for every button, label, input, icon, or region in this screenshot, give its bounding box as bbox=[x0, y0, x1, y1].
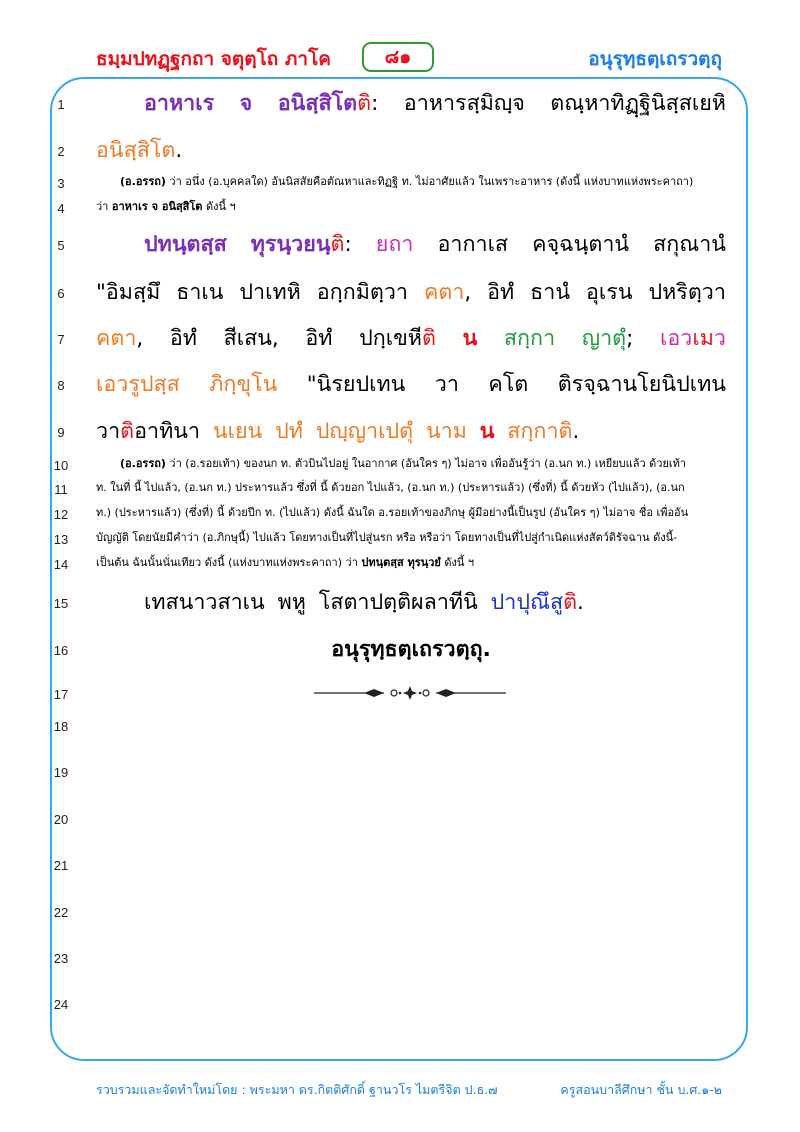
text: ว่า (อ.รอยเท้า) ของนก ท. ตัวบินไปอยู่ ในอากาศ (อันใคร ๆ) ไม่อาจ เพื่ออันรู้ว่า (อ.นก ท.) เหยียบแล้ว ด้วยเท้า bbox=[165, 457, 687, 470]
footer-course: ครูสอนบาลีศึกษา ชั้น บ.ศ.๑-๒ bbox=[560, 1082, 722, 1097]
word: วาติอาทินา bbox=[96, 419, 201, 444]
word: อาหารสฺมิญฺจ bbox=[403, 91, 525, 116]
line-number: 14 bbox=[53, 557, 69, 572]
line-number: 1 bbox=[57, 97, 65, 112]
word: นาม bbox=[425, 419, 467, 444]
word: "อิมสฺมึ bbox=[96, 280, 161, 305]
word: วา bbox=[434, 372, 459, 397]
line-number: 2 bbox=[57, 144, 65, 159]
word: ปทํ bbox=[275, 419, 303, 444]
line-number: 4 bbox=[57, 201, 65, 216]
pali-line-6 bbox=[96, 279, 726, 307]
word: เทสนาวสาเน bbox=[144, 590, 265, 615]
word: ปกฺเขหีติ bbox=[359, 326, 436, 351]
translation-line-14 bbox=[96, 552, 726, 574]
word: สีเสน, bbox=[223, 326, 279, 351]
ornament-divider-icon bbox=[314, 683, 506, 703]
word: "นิรยปเทน bbox=[306, 372, 406, 397]
keyword: อาหาเร จ อนิสฺสิโต bbox=[111, 200, 203, 213]
line-number: 5 bbox=[57, 238, 65, 253]
line-number: 9 bbox=[57, 425, 65, 440]
word: นเยน bbox=[212, 419, 263, 444]
header-title-left: ธมฺมปทฏฺฐกถา จตุตฺโถ ภาโค bbox=[96, 48, 332, 70]
text: เป็นต้น ฉันนั้นนั่นเทียว ดังนี้ (แห่งบาทแห่งพระคาถา) ว่า bbox=[96, 556, 362, 569]
line-number: 19 bbox=[53, 765, 69, 780]
line-number: 13 bbox=[53, 532, 69, 547]
label: (อ.อรรถ) bbox=[120, 175, 166, 188]
word: น bbox=[479, 419, 495, 444]
translation-line-3 bbox=[96, 171, 726, 193]
word: อาหาเร bbox=[144, 91, 215, 116]
line-number: 7 bbox=[57, 332, 65, 347]
punct: . bbox=[175, 138, 183, 163]
word: พหู bbox=[277, 590, 306, 615]
word: คจฺฉนฺตานํ bbox=[532, 232, 630, 257]
translation-line-4 bbox=[96, 196, 726, 218]
translation-line-12: ท.) (ประหารแล้ว) (ซึ่งที่) นี้ ด้วยปีก ท. (ไปแล้ว) ดังนี้ ฉันใด อ.รอยเท้าของภิกษุ ผู้มีอย่างนี้เป็นรูป (อันใคร ๆ) ไม่อาจ ชื่อ เพื่ออัน bbox=[96, 506, 689, 519]
word: โสตาปตฺติผลาทีนิ bbox=[318, 590, 478, 615]
line-number: 17 bbox=[53, 687, 69, 702]
line-number: 23 bbox=[53, 951, 69, 966]
line-number: 12 bbox=[53, 507, 69, 522]
word: ปาปุณึสูติ. bbox=[490, 590, 584, 615]
text: ดังนี้ ฯ bbox=[440, 556, 475, 569]
word: เอวรูปสฺส bbox=[96, 372, 180, 397]
translation-line-11: ท. ในที่ นี้ ไปแล้ว, (อ.นก ท.) ประหารแล้ว ซึ่งที่ นี้ ด้วยอก ไปแล้ว, (อ.นก ท.) (ประหารแล้ว) (ซึ่งที่) นี้ ด้วยหัว (ไปแล้ว), (อ.นก bbox=[96, 481, 685, 494]
translation-line-13: บัญญัติ โดยนัยมีคำว่า (อ.ภิกษุนี้) ไปแล้ว โดยทางเป็นที่ไปสู่นรก หรือ หรือว่า โดยทางเป็นที่ไปสู่กำเนิดแห่งสัตว์ดิรัจฉาน ดังนี้- bbox=[96, 531, 678, 544]
word: ปทนฺตสฺส bbox=[144, 232, 227, 257]
line-number: 24 bbox=[53, 997, 69, 1012]
text: ว่า bbox=[96, 200, 112, 213]
word: เอวเมว bbox=[660, 326, 726, 351]
word: อนิสฺสิโตติ: bbox=[277, 91, 379, 116]
word: ภิกฺขุโน bbox=[209, 372, 278, 397]
pali-line-9 bbox=[96, 418, 726, 446]
word: คโต bbox=[488, 372, 529, 397]
word: สกฺกาติ. bbox=[507, 419, 580, 444]
line-number: 11 bbox=[54, 482, 68, 497]
pali-line-7 bbox=[96, 325, 726, 353]
line-number: 6 bbox=[57, 286, 65, 301]
word: น bbox=[462, 326, 478, 351]
word: ตณฺหาทิฏฺฐินิสฺสเยหิ bbox=[550, 91, 726, 116]
word: ธาเน bbox=[176, 280, 224, 305]
line-number: 16 bbox=[53, 643, 69, 658]
word: สกุณานํ bbox=[653, 232, 726, 257]
label: (อ.อรรถ) bbox=[120, 457, 166, 470]
line-number: 3 bbox=[57, 176, 65, 191]
word: อิทํ bbox=[487, 280, 515, 305]
story-end-title: อนุรุทฺธตฺเถรวตฺถุ. bbox=[331, 637, 491, 662]
word: อากาเส bbox=[437, 232, 509, 257]
word: คตา, bbox=[423, 280, 472, 305]
page-number-badge: ๘๑ bbox=[362, 42, 434, 72]
word: อกฺกมิตฺวา bbox=[316, 280, 408, 305]
pali-line-8 bbox=[96, 371, 726, 399]
line-number: 18 bbox=[53, 719, 69, 734]
footer-compiler: รวบรวมและจัดทำใหม่โดย : พระมหา ดร.กิตติศักดิ์ ฐานวโร ไมตรีจิต ป.ธ.๗ bbox=[96, 1082, 498, 1097]
word: ยถา bbox=[375, 232, 414, 257]
text: ดังนี้ ฯ bbox=[202, 200, 236, 213]
pali-line-2 bbox=[96, 137, 726, 165]
pali-line-5 bbox=[96, 231, 726, 259]
line-number: 10 bbox=[53, 458, 69, 473]
line-number: 22 bbox=[53, 905, 69, 920]
word: ทุรนฺวยนฺติ: bbox=[250, 232, 352, 257]
translation-line-10 bbox=[96, 453, 726, 475]
word: ปญฺญาเปตุํ bbox=[315, 419, 414, 444]
word: คตา, bbox=[96, 326, 144, 351]
keyword: ปทนฺตสฺส ทุรนฺวยํ bbox=[361, 556, 441, 569]
pali-line-1 bbox=[96, 90, 726, 118]
word: จ bbox=[239, 91, 253, 116]
word: อิทํ bbox=[169, 326, 197, 351]
header-title-right: อนุรุทฺธตฺเถรวตฺถุ bbox=[588, 48, 722, 70]
word: อนิสฺสิโต bbox=[96, 138, 176, 163]
word: ติรจฺฉานโยนิปเทน bbox=[557, 372, 726, 397]
word: สกฺกา bbox=[503, 326, 556, 351]
word: อุเรน bbox=[586, 280, 633, 305]
word: ธานํ bbox=[530, 280, 571, 305]
line-number: 21 bbox=[53, 858, 69, 873]
pali-line-15 bbox=[96, 589, 726, 617]
word: ปหริตฺวา bbox=[648, 280, 726, 305]
line-number: 8 bbox=[57, 378, 65, 393]
word: อิทํ bbox=[305, 326, 333, 351]
text: ว่า อนึ่ง (อ.บุคคลใด) อันนิสสัยคือตัณหาและทิฏฐิ ท. ไม่อาศัยแล้ว ในเพราะอาหาร (ดังนี้ แห่งบาทแห่งพระคาถา) bbox=[165, 175, 694, 188]
word: ปาเทหิ bbox=[239, 280, 301, 305]
word: ญาตุํ; bbox=[581, 326, 634, 351]
line-number: 15 bbox=[53, 596, 69, 611]
line-number: 20 bbox=[53, 812, 69, 827]
